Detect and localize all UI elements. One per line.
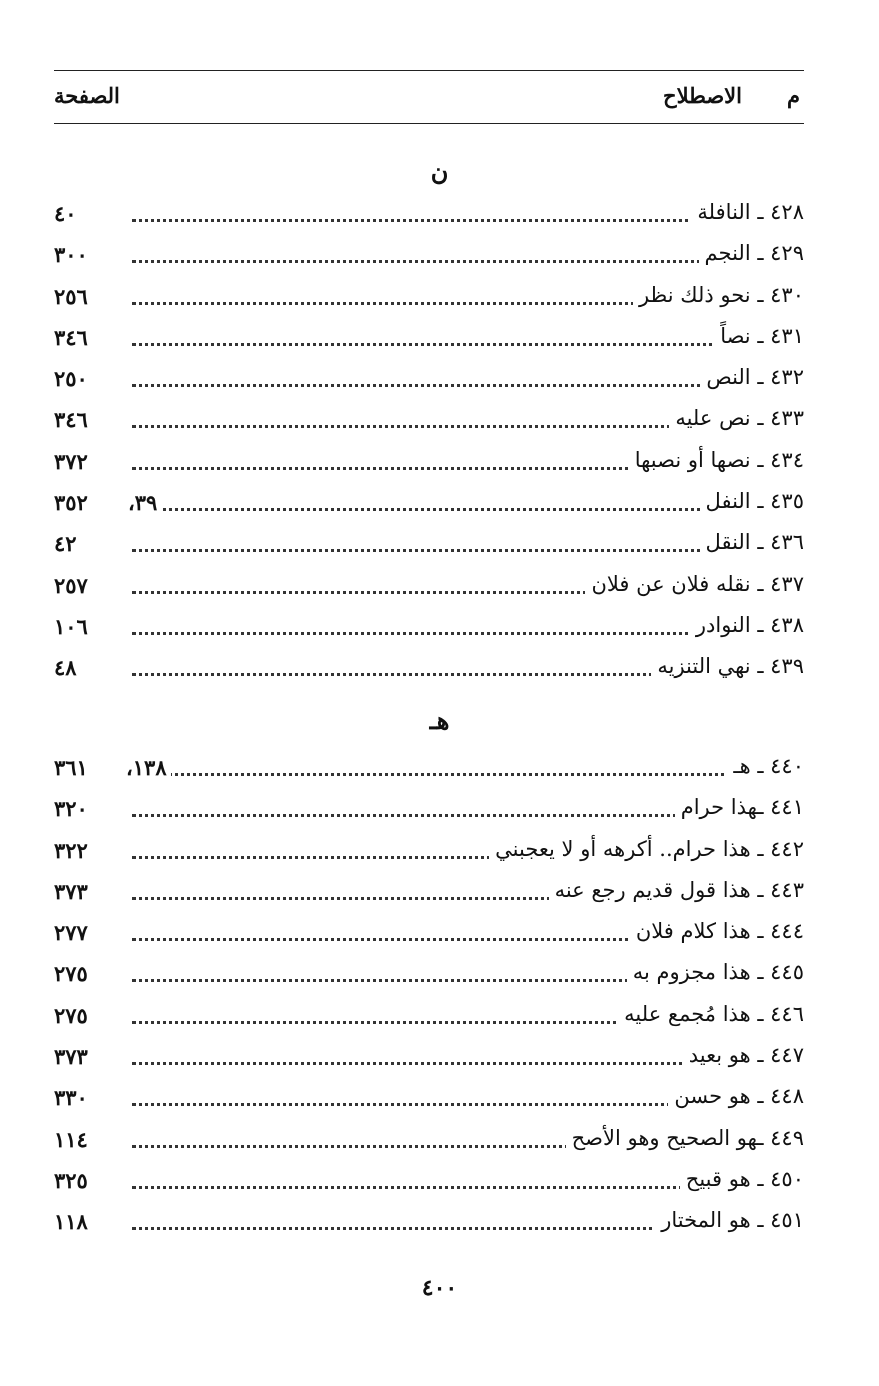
entry-page-number: ٣٧٣ [54,1044,88,1070]
entry-page-number: ٣٧٢ [54,448,88,474]
list-item [54,486,804,527]
entry-term: ٤٤٢ ـ هذا حرام.. أكرهه أو لا يعجبني [489,837,804,861]
entry-term: ٤٣١ ـ نصاً [714,324,804,348]
entry-term: ٤٤٣ ـ هذا قول قديم رجع عنه [549,878,804,902]
list-item [54,527,804,568]
entry-page-number: ٣٥٢ [54,490,88,516]
entry-page-number: ٣٧٣ [54,878,88,904]
entry-page-number: ٢٧٥ [54,961,88,987]
entry-list-ha [54,751,804,1247]
entry-page-number: ٢٥٦ [54,283,88,309]
entry-page-number: ١١٨ [54,1209,88,1235]
entry-page-number: ١١٤ [54,1126,88,1152]
entry-term: ٤٣٢ ـ النص [700,365,804,389]
list-item [54,569,804,610]
entry-extra-page: ١٣٨، [122,755,171,780]
entry-extra-page: ٣٩، [124,490,161,515]
list-item [54,403,804,444]
entry-term: ٤٢٩ ـ النجم [699,241,804,265]
list-item [54,1164,804,1205]
list-item [54,1081,804,1122]
list-item [54,321,804,362]
entry-term: ٤٤٩ ـهو الصحيح وهو الأصح [566,1126,804,1150]
entry-page-number: ١٠٦ [54,613,88,639]
entry-term: ٤٤٧ ـ هو بعيد [683,1043,804,1067]
entry-term: ٤٤١ ـهذا حرام [675,795,804,819]
entry-term: ٤٤٦ ـ هذا مُجمع عليه [618,1002,804,1026]
entry-term: ٤٣٤ ـ نصها أو نصبها [629,448,804,472]
list-item [54,280,804,321]
list-item [54,651,804,692]
entry-page-number: ٣٤٦ [54,407,88,433]
entry-term: ٤٣٨ ـ النوادر [690,613,804,637]
entry-term: ٤٤٤ ـ هذا كلام فلان [630,919,804,943]
list-item [54,238,804,279]
page-number: ٤٠٠ [421,1275,458,1301]
list-item [54,610,804,651]
list-item [54,751,804,792]
entry-page-number: ٤٠ [54,201,77,226]
header-m-label: م [786,83,800,108]
list-item [54,957,804,998]
entry-page-number: ٢٥٧ [54,572,88,598]
entry-term: ٤٤٥ ـ هذا مجزوم به [627,960,804,984]
list-item [54,197,804,238]
entry-page-number: ٣٣٠ [54,1085,88,1111]
entry-term: ٤٤٠ ـ هـ [727,754,804,778]
dot-leader [132,343,804,346]
entry-term: ٤٣٧ ـ نقله فلان عن فلان [585,572,804,596]
entry-term: ٤٥١ ـ هو المختار [655,1208,804,1232]
section-letter-nun: ن [430,157,449,186]
dot-leader [132,773,804,776]
entry-list-nun [54,197,804,693]
list-item [54,1040,804,1081]
list-item [54,875,804,916]
entry-term: ٤٣٠ ـ نحو ذلك نظر [633,283,804,307]
entry-page-number: ٣٤٦ [54,324,88,350]
entry-page-number: ٣٢٢ [54,837,88,863]
list-item [54,834,804,875]
entry-page-number: ٣٢٥ [54,1167,88,1193]
entry-term: ٤٣٩ ـ نهي التنزيه [651,654,804,678]
entry-page-number: ٣٢٠ [54,796,88,822]
entry-page-number: ٤٢ [54,531,77,557]
list-item [54,362,804,403]
entry-term: ٤٢٨ ـ النافلة [691,200,804,224]
entry-page-number: ٣٠٠ [54,242,88,268]
entry-page-number: ٢٥٠ [54,366,88,392]
list-item [54,916,804,957]
section-letter-ha: هـ [429,706,450,735]
list-item [54,1123,804,1164]
entry-page-number: ٢٧٥ [54,1002,88,1028]
header-term-label: الاصطلاح [663,83,742,108]
list-item [54,999,804,1040]
header-page-label: الصفحة [54,83,120,108]
entry-term: ٤٣٣ ـ نص عليه [669,406,804,430]
entry-term: ٤٤٨ ـ هو حسن [668,1084,804,1108]
entry-page-number: ٤٨ [54,655,77,681]
list-item [54,445,804,486]
table-header [54,70,804,124]
entry-term: ٤٥٠ ـ هو قبيح [680,1167,804,1191]
list-item [54,792,804,833]
entry-term: ٤٣٦ ـ النقل [700,530,804,554]
entry-page-number: ٣٦١ [54,755,88,780]
list-item [54,1205,804,1246]
entry-term: ٤٣٥ ـ النفل [700,489,804,513]
entry-page-number: ٢٧٧ [54,920,88,946]
